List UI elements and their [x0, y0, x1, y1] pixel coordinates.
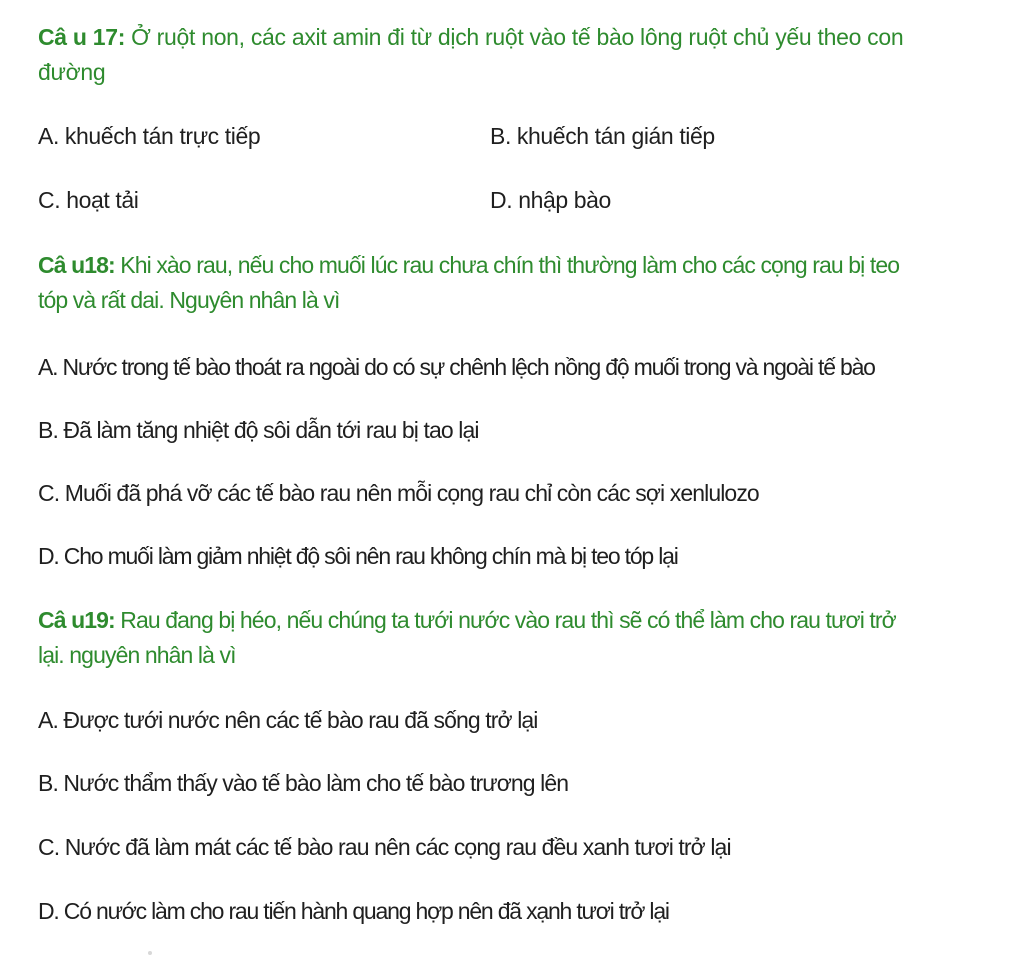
question-18-line-1 [38, 250, 899, 280]
scan-dot-mark [148, 951, 152, 955]
question-18-label: Câ u18: [38, 252, 115, 278]
question-18-option-d[interactable]: D. Cho muối làm giảm nhiệt độ sôi nên rau không chín mà bị teo tóp lại [38, 543, 678, 569]
question-17-label: Câ u 17: [38, 24, 126, 50]
question-18-option-a[interactable]: A. Nước trong tế bào thoát ra ngoài do có sự chênh lệch nồng độ muối trong và ngoài tế bào [38, 354, 875, 380]
question-19-option-d[interactable]: D. Có nước làm cho rau tiến hành quang hợp nên đã xạnh tươi trở lại [38, 898, 669, 924]
question-19-text: Rau đang bị héo, nếu chúng ta tưới nước vào rau thì sẽ có thể làm cho rau tươi trở [114, 607, 896, 633]
question-19-label: Câ u19: [38, 607, 115, 633]
question-19-line-2: lại. nguyên nhân là vì [38, 642, 236, 668]
question-19-line-1 [38, 605, 896, 635]
question-17-line-1 [38, 22, 903, 52]
question-19-option-c[interactable]: C. Nước đã làm mát các tế bào rau nên các cọng rau đều xanh tươi trở lại [38, 834, 731, 860]
question-18-option-b[interactable]: B. Đã làm tăng nhiệt độ sôi dẫn tới rau bị tao lại [38, 417, 479, 443]
question-17-text: Ở ruột non, các axit amin đi từ dịch ruột vào tế bào lông ruột chủ yếu theo con [125, 24, 904, 50]
question-17-option-c[interactable]: C. hoạt tải [38, 187, 139, 213]
question-17-option-a[interactable]: A. khuếch tán trực tiếp [38, 123, 261, 149]
question-18-option-c[interactable]: C. Muối đã phá vỡ các tế bào rau nên mỗi cọng rau chỉ còn các sợi xenlulozo [38, 480, 759, 506]
question-17-option-d[interactable]: D. nhập bào [490, 187, 611, 213]
question-17-option-b[interactable]: B. khuếch tán gián tiếp [490, 123, 715, 149]
question-17-line-2: đường [38, 59, 106, 85]
question-19-option-a[interactable]: A. Được tưới nước nên các tế bào rau đã sống trở lại [38, 707, 538, 733]
question-19-option-b[interactable]: B. Nước thẩm thấy vào tế bào làm cho tế bào trương lên [38, 770, 569, 796]
question-18-text: Khi xào rau, nếu cho muối lúc rau chưa chín thì thường làm cho các cọng rau bị teo [114, 252, 900, 278]
question-18-line-2: tóp và rất dai. Nguyên nhân là vì [38, 287, 340, 313]
